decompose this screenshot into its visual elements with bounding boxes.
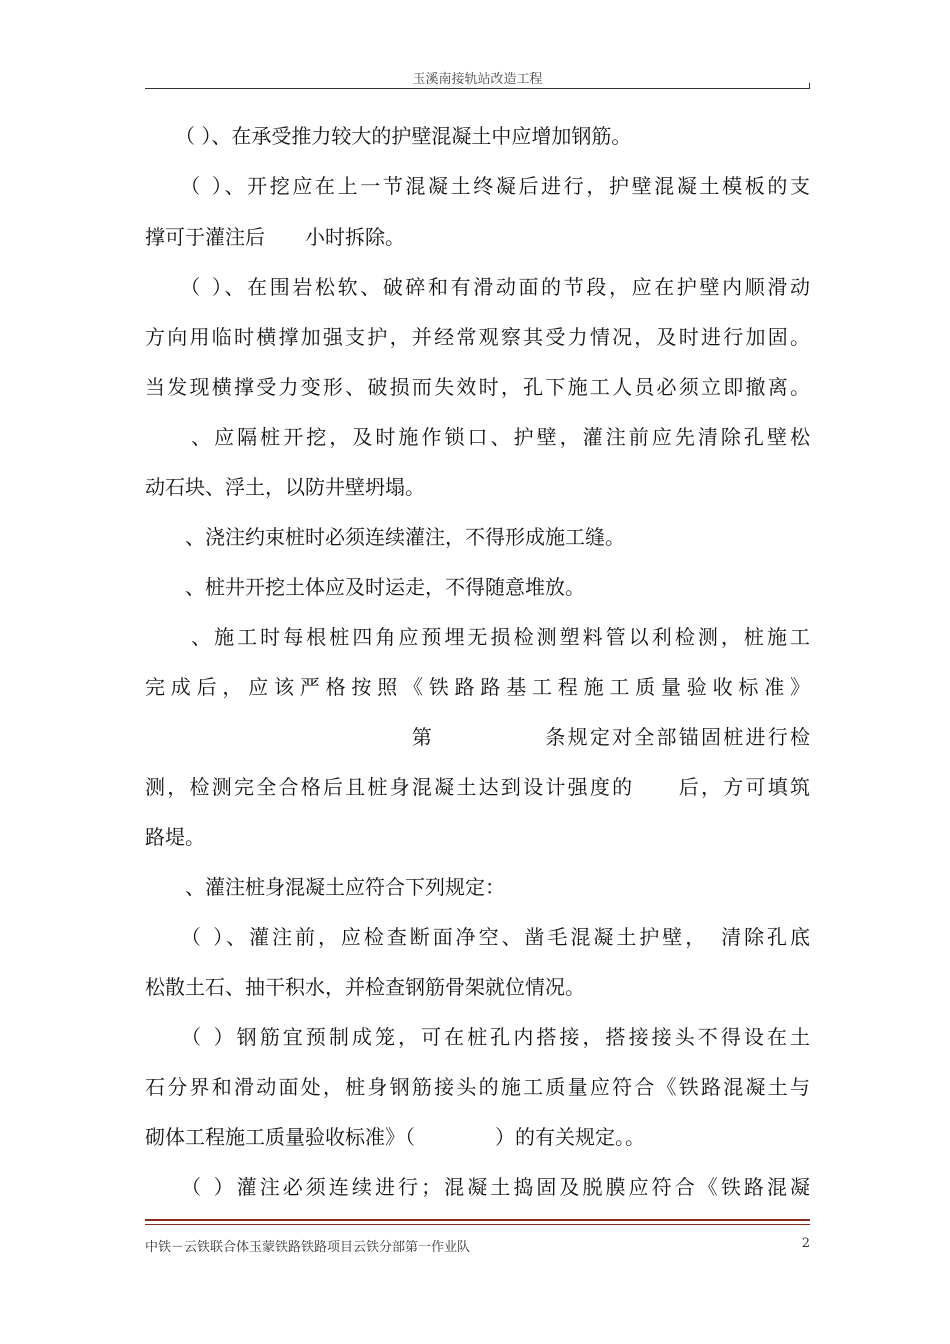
text-line: （ ）钢筋宜预制成笼，可在桩孔内搭接，搭接接头不得设在土 (145, 1025, 810, 1049)
text-line: （ ）、开挖应在上一节混凝土终凝后进行，护壁混凝土模板的支 (145, 174, 810, 198)
text-line: 、桩井开挖土体应及时运走，不得随意堆放。 (145, 575, 585, 599)
page-header: 玉溪南接轨站改造工程 (412, 72, 543, 87)
page-number: 2 (801, 1236, 810, 1251)
text-line: （ ）、在承受推力较大的护壁混凝土中应增加钢筋。 (145, 124, 632, 148)
text-line: （ ）、在围岩松软、破碎和有滑动面的节段，应在护壁内顺滑动 (145, 275, 810, 299)
header-rule-tick (809, 83, 810, 89)
text-line: 第 条规定对全部锚固桩进行检 (145, 725, 810, 749)
text-line: 动石块、浮土，以防井壁坍塌。 (145, 475, 425, 499)
text-line: 方向用临时横撑加强支护，并经常观察其受力情况，及时进行加固。 (145, 325, 810, 349)
text-line: 、灌注桩身混凝土应符合下列规定： (145, 875, 505, 899)
footer-organization: 中铁－云铁联合体玉蒙铁路铁路项目云铁分部第一作业队 (145, 1240, 471, 1255)
text-line: （ ）灌注必须连续进行；混凝土捣固及脱膜应符合《铁路混凝 (145, 1175, 810, 1199)
text-line: 路堤。 (145, 825, 205, 849)
footer-rule-thin (145, 1224, 810, 1225)
text-line: 当发现横撑受力变形、破损而失效时，孔下施工人员必须立即撤离。 (145, 375, 810, 399)
text-line: 石分界和滑动面处，桩身钢筋接头的施工质量应符合《铁路混凝土与 (145, 1075, 810, 1099)
text-line: 砌体工程施工质量验收标准》（ ）的有关规定。。 (145, 1125, 645, 1149)
text-line: 完成后，应该严格按照《铁路路基工程施工质量验收标准》 (145, 675, 810, 699)
text-line: 、施工时每根桩四角应预埋无损检测塑料管以利检测，桩施工 (145, 625, 810, 649)
text-line: （ ）、灌注前，应检查断面净空、凿毛混凝土护壁， 清除孔底 (145, 925, 810, 949)
header-rule (145, 88, 810, 89)
footer-rule (145, 1219, 810, 1221)
text-line: 测，检测完全合格后且桩身混凝土达到设计强度的 后，方可填筑 (145, 775, 810, 799)
text-line: 松散土石、抽干积水，并检查钢筋骨架就位情况。 (145, 975, 585, 999)
text-line: 、应隔桩开挖，及时施作锁口、护壁，灌注前应先清除孔壁松 (145, 425, 810, 449)
text-line: 撑可于灌注后 小时拆除。 (145, 225, 405, 249)
text-line: 、浇注约束桩时必须连续灌注，不得形成施工缝。 (145, 525, 625, 549)
